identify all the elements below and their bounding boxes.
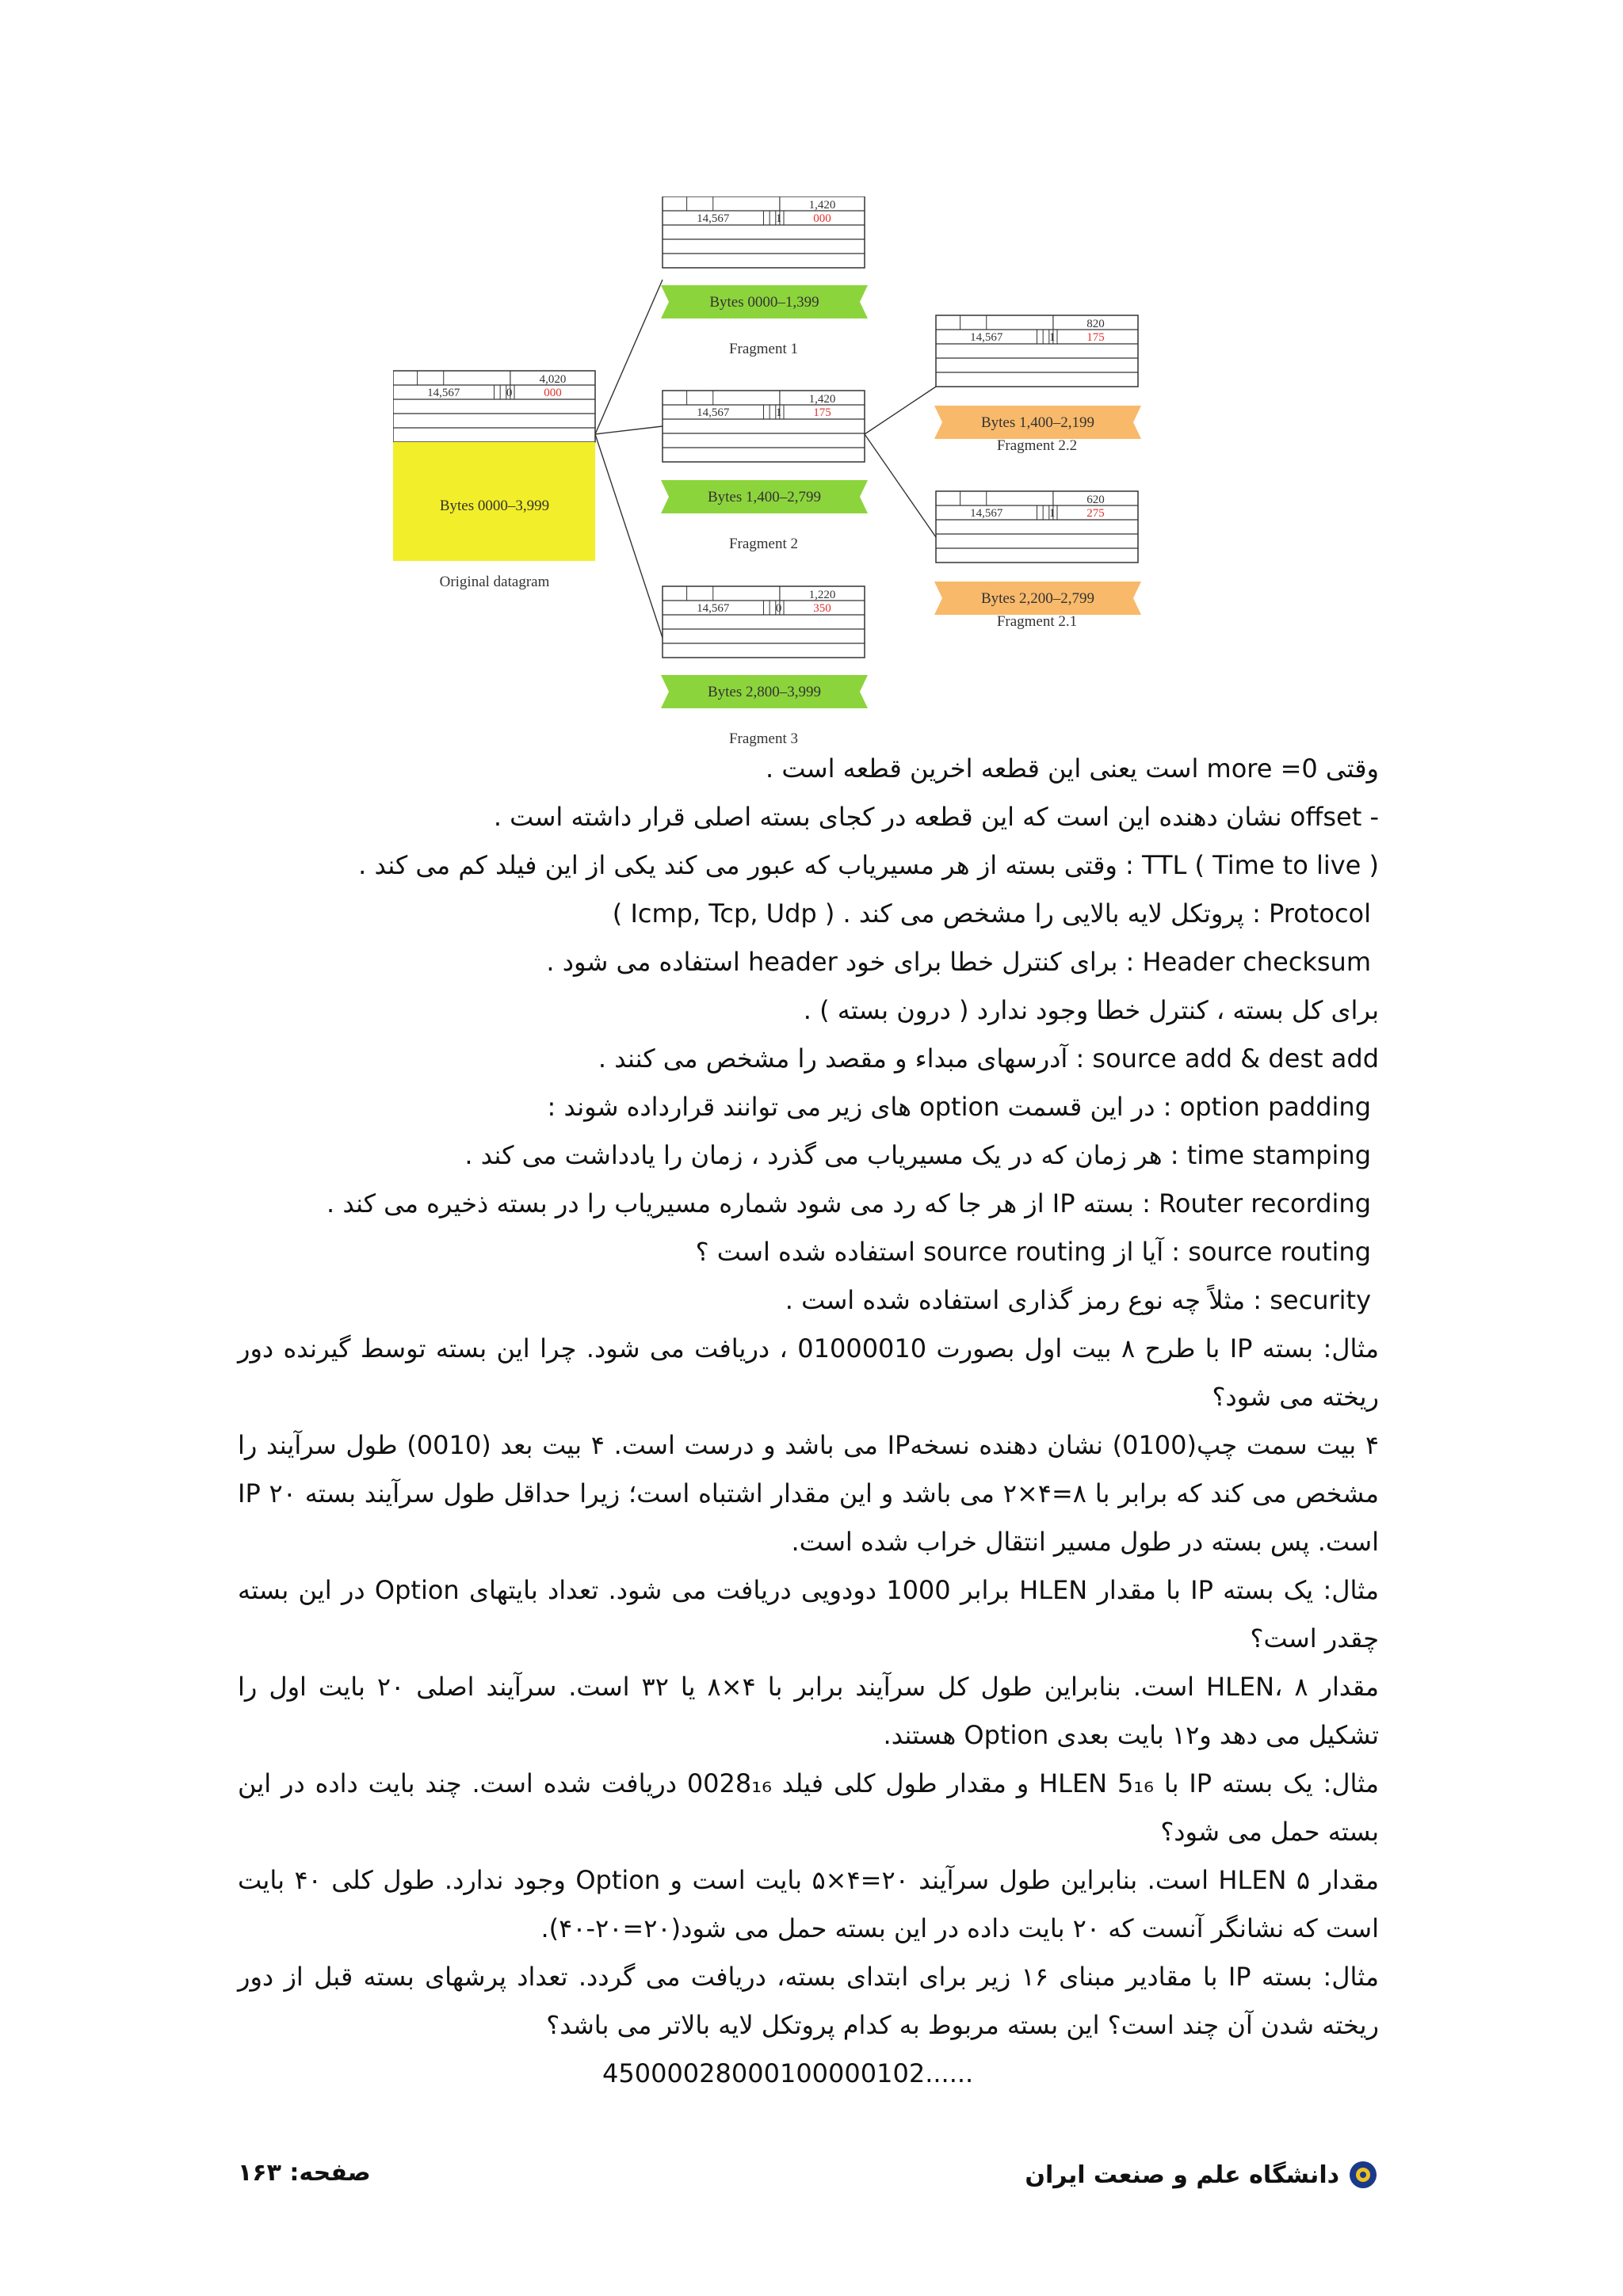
offset-label: 350: [813, 602, 831, 615]
paragraph: ۴ بیت سمت چپ(0100) نشان دهنده نسخهIP می باشد و درست است. ۴ بیت بعد (0010) طول سرآیند را مشخص می کند که برابر با ۸=۴×۲ می باشد و این مقدار اشتباه است؛ زیرا حداقل طول سرآیند بسته IP ۲۰ است. پس بسته در طول مسیر انتقال خراب شده است.: [238, 1430, 1380, 1557]
fragment-label: Original datagram: [439, 574, 550, 590]
page-label: صفحه:: [289, 2159, 371, 2187]
line-text: : مثلاً چه نوع رمز گذاری استفاده شده است .: [785, 1285, 1270, 1315]
line-text: : برای کنترل خطا برای خود header استفاده می شود .: [546, 947, 1143, 977]
page-number: ۱۶۳: [238, 2159, 281, 2187]
text-line: [238, 841, 1379, 890]
more-flag-label: 1: [775, 212, 782, 225]
identification-label: 14,567: [697, 212, 730, 225]
more-flag-label: 1: [1048, 507, 1056, 520]
payload-bytes-label: Bytes 2,800–3,999: [707, 684, 822, 700]
line-term: offset: [1289, 802, 1362, 832]
line-text: : پروتکل لایه بالایی را مشخص می کند . ( Icmp, Tcp, Udp ): [612, 898, 1270, 929]
more-flag-label: 1: [775, 406, 782, 419]
total-length-label: 820: [1086, 318, 1105, 330]
paragraph: مثال: یک بسته IP با مقدار HLEN برابر 1000 دودویی دریافت می شود. تعداد بایتهای Option در این بسته چقدر است؟: [238, 1575, 1380, 1653]
text-line: [238, 1276, 1379, 1325]
total-length-label: 1,420: [808, 199, 836, 212]
paragraph: مثال: بسته IP با مقادیر مبنای ۱۶ زیر برای ابتدای بسته، دریافت می گردد. تعداد پرشهای بسته قبل از دور ریخته شدن آن چند است؟ این بسته مربوط به کدام پروتکل لایه بالاتر می باشد؟: [238, 1962, 1379, 2040]
text-line: [238, 890, 1379, 938]
paragraph: مقدار HLEN ۵ است. بنابراین طول سرآیند ۲۰=۴×۵ بایت است و Option وجود ندارد. طول کلی ۴۰ بایت است که نشانگر آنست که ۲۰ بایت داده در این بسته حمل می شود(۲۰=۲۰-۴۰).: [238, 1865, 1380, 1943]
line-text: نشان دهنده این است که این قطعه در کجای بسته اصلی قرار داشته است .: [493, 802, 1290, 832]
connector-line: [595, 426, 663, 434]
line-term: Protocol: [1269, 898, 1371, 929]
line-term: option padding: [1179, 1092, 1371, 1122]
text-line: [238, 1180, 1379, 1228]
payload-bytes-label: Bytes 1,400–2,199: [980, 414, 1095, 431]
page-footer: [238, 2159, 1379, 2206]
identification-label: 14,567: [970, 331, 1003, 344]
line-term: source routing: [1188, 1237, 1371, 1267]
body-text: [238, 745, 1379, 2098]
line-term: Router recording: [1159, 1188, 1371, 1219]
text-line: [238, 986, 1379, 1035]
paragraph: مقدار HLEN، ۸ است. بنابراین طول کل سرآیند برابر با ۴×۸ یا ۳۲ است. سرآیند اصلی ۲۰ بایت اول را تشکیل می دهد و۱۲ بایت بعدی Option هستند.: [238, 1672, 1380, 1750]
offset-label: 275: [1086, 507, 1105, 520]
total-length-label: 4,020: [539, 373, 567, 386]
header-box: [936, 491, 1138, 563]
line-term: more =0: [1206, 753, 1318, 784]
line-term: source add & dest add: [1092, 1043, 1379, 1074]
connector-line: [595, 280, 663, 434]
payload-bytes-label: Bytes 0000–1,399: [709, 294, 819, 311]
text-line: [238, 1131, 1379, 1180]
university-name: دانشگاه علم و صنعت ایران: [1025, 2161, 1339, 2189]
line-text: برای کل بسته ، کنترل خطا وجود ندارد ( درون بسته ) .: [803, 995, 1379, 1025]
identification-label: 14,567: [697, 406, 730, 419]
offset-label: 175: [813, 406, 831, 419]
paragraph: مثال: بسته IP با طرح ۸ بیت اول بصورت 01000010 ، دریافت می شود. چرا این بسته توسط گیرنده دور ریخته می شود؟: [238, 1333, 1380, 1412]
fragment-label: Fragment 2.2: [996, 437, 1078, 454]
text-line: [238, 745, 1379, 793]
identification-label: 14,567: [970, 507, 1003, 520]
payload-bytes-label: Bytes 0000–3,999: [439, 498, 550, 514]
identification-label: 14,567: [427, 387, 460, 399]
paragraph: مثال: یک بسته IP با HLEN 5₁₆ و مقدار طول کلی فیلد 0028₁₆ دریافت شده است. چند بایت داده در این بسته حمل می شود؟: [238, 1768, 1380, 1847]
university-logo-icon: [1347, 2159, 1379, 2191]
line-text: : آدرسهای مبداء و مقصد را مشخص می کنند .: [598, 1043, 1093, 1074]
connector-line: [865, 434, 936, 537]
header-box: [936, 315, 1138, 387]
total-length-label: 1,420: [808, 393, 836, 406]
total-length-label: 1,220: [808, 589, 836, 601]
line-text: : وقتی بسته از هر مسیریاب که عبور می کند یکی از این فیلد کم می کند .: [358, 850, 1142, 880]
line-text: : هر زمان که در یک مسیریاب می گذرد ، زمان را یادداشت می کند .: [464, 1140, 1187, 1170]
line-term: Header checksum: [1142, 947, 1371, 977]
line-text: : آیا از source routing استفاده شده است ؟: [695, 1237, 1189, 1267]
payload-bytes-label: Bytes 2,200–2,799: [980, 590, 1095, 607]
more-flag-label: 0: [775, 602, 782, 615]
hex-values: 45000028000100000102......: [602, 2058, 974, 2088]
line-term: TTL ( Time to live ): [1141, 850, 1379, 880]
total-length-label: 620: [1086, 494, 1105, 506]
text-line: [238, 938, 1379, 986]
line-text: است یعنی این قطعه اخرین قطعه است .: [766, 753, 1207, 784]
line-term: security: [1270, 1285, 1371, 1315]
line-prefix: -: [1361, 802, 1379, 832]
footer-page: [238, 2159, 371, 2187]
text-line: [238, 793, 1379, 841]
line-text: : بسته IP از هر جا که رد می شود شماره مسیریاب را در بسته ذخیره می کند .: [326, 1188, 1159, 1219]
line-text: : در این قسمت option های زیر می توانند قرارداده شوند :: [547, 1092, 1180, 1122]
footer-university: [1025, 2159, 1379, 2191]
identification-label: 14,567: [697, 602, 730, 615]
connector-line: [865, 387, 936, 434]
connector-line: [595, 434, 663, 638]
fragmentation-figure: [393, 196, 1154, 751]
line-term: time stamping: [1186, 1140, 1371, 1170]
more-flag-label: 1: [1048, 331, 1056, 344]
offset-label: 175: [1086, 331, 1105, 344]
text-line: [238, 1228, 1379, 1276]
text-line: [238, 1035, 1379, 1083]
more-flag-label: 0: [506, 387, 513, 399]
payload-bytes-label: Bytes 1,400–2,799: [707, 489, 822, 505]
fragment-label: Fragment 2.1: [996, 613, 1078, 630]
fragment-label: Fragment 2: [728, 536, 799, 552]
fragmentation-diagram: [393, 196, 1154, 751]
fragment-label: Fragment 1: [728, 341, 799, 357]
offset-label: 000: [544, 387, 562, 399]
fragment-label: Fragment 3: [728, 730, 799, 747]
line-prefix: وقتی: [1317, 753, 1379, 784]
text-line: [238, 1083, 1379, 1131]
offset-label: 000: [813, 212, 831, 225]
